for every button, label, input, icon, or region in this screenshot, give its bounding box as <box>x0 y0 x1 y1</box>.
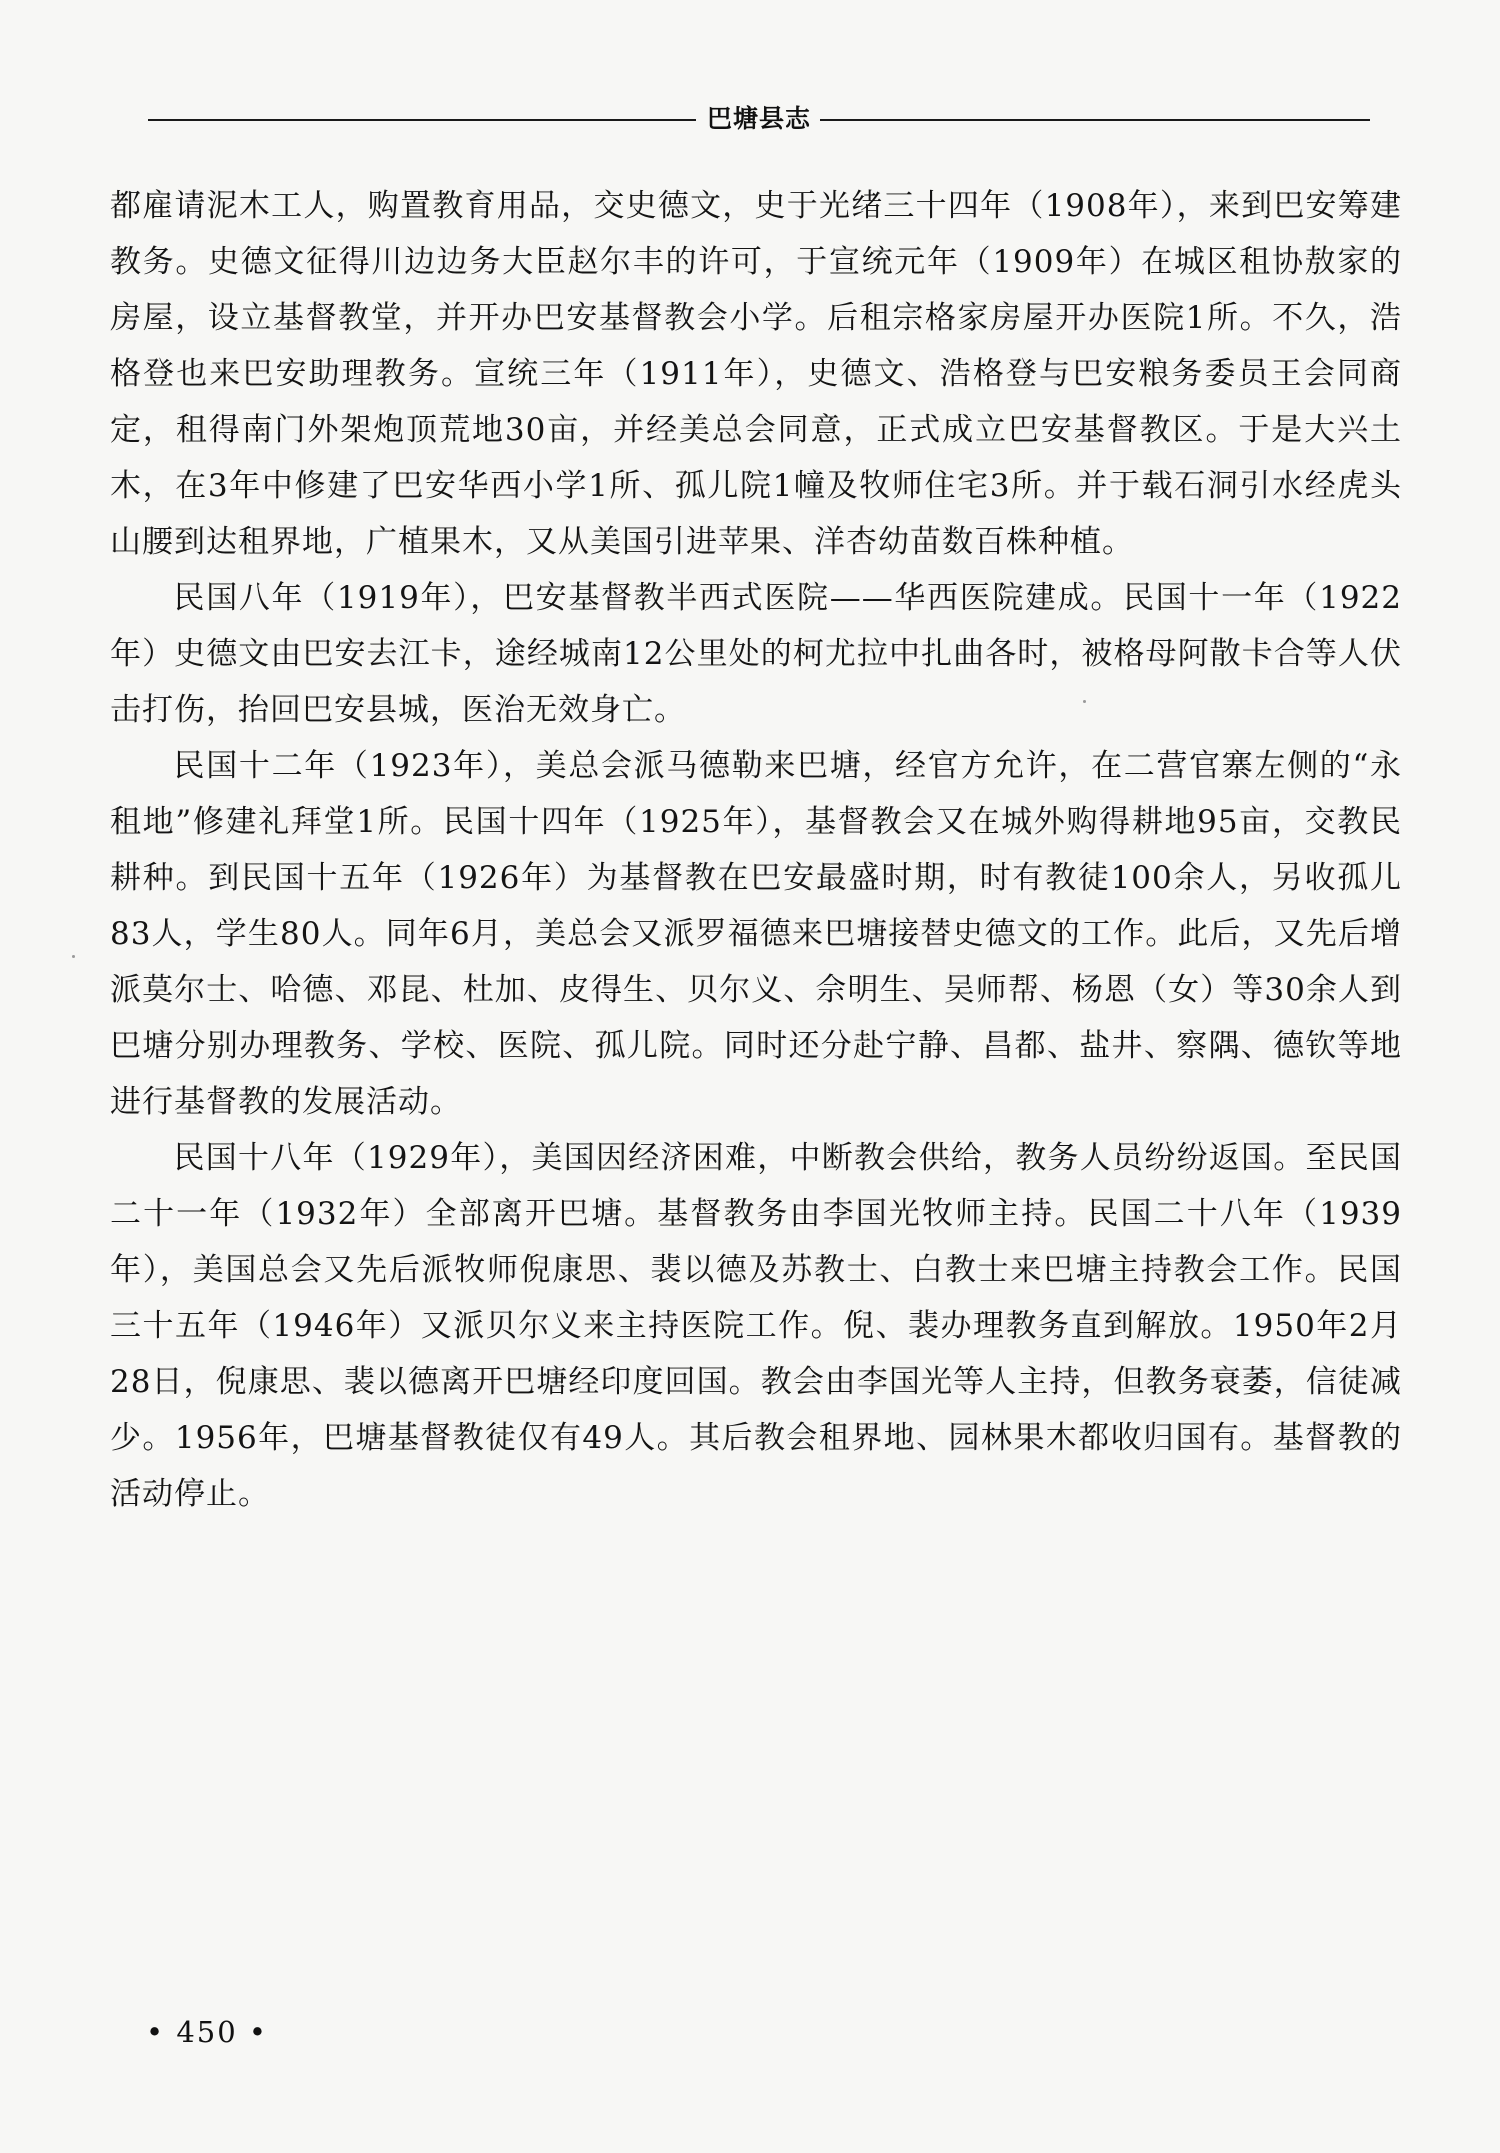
paragraph: 民国八年（1919年），巴安基督教半西式医院——华西医院建成。民国十一年（1922年）史德文由巴安去江卡，途经城南12公里处的柯尤拉中扎曲各时，被格母阿散卡合等人伏击打伤，抬回巴安县城，医治无效身亡。 <box>110 580 1402 728</box>
paragraph: 民国十八年（1929年），美国因经济困难，中断教会供给，教务人员纷纷返国。至民国二十一年（1932年）全部离开巴塘。基督教务由李国光牧师主持。民国二十八年（1939年），美国总会又先后派牧师倪康思、裴以德及苏教士、白教士来巴塘主持教会工作。民国三十五年（1946年）又派贝尔义来主持医院工作。倪、裴办理教务直到解放。1950年2月28日，倪康思、裴以德离开巴塘经印度回国。教会由李国光等人主持，但教务衰萎，信徒减少。1956年，巴塘基督教徒仅有49人。其后教会租界地、园林果木都收归国有。基督教的活动停止。 <box>110 1140 1402 1512</box>
header-rule-right <box>820 119 1370 121</box>
running-header <box>148 100 1370 140</box>
header-title: 巴塘县志 <box>706 104 811 133</box>
scan-speck <box>72 955 75 958</box>
page-number: • 450 • <box>146 2015 268 2049</box>
paragraph-continuation: 都雇请泥木工人，购置教育用品，交史德文，史于光绪三十四年（1908年），来到巴安筹建教务。史德文征得川边边务大臣赵尔丰的许可，于宣统元年（1909年）在城区租协敖家的房屋，设立基督教堂，并开办巴安基督教会小学。后租宗格家房屋开办医院1所。不久，浩格登也来巴安助理教务。宣统三年（1911年），史德文、浩格登与巴安粮务委员王会同商定，租得南门外架炮顶荒地30亩，并经美总会同意，正式成立巴安基督教区。于是大兴土木，在3年中修建了巴安华西小学1所、孤儿院1幢及牧师住宅3所。并于载石洞引水经虎头山腰到达租界地，广植果木，又从美国引进苹果、洋杏幼苗数百株种植。 <box>110 188 1402 560</box>
paragraph: 民国十二年（1923年），美总会派马德勒来巴塘，经官方允许，在二营官寨左侧的“永租地”修建礼拜堂1所。民国十四年（1925年），基督教会又在城外购得耕地95亩，交教民耕种。到民国十五年（1926年）为基督教在巴安最盛时期，时有教徒100余人，另收孤儿83人，学生80人。同年6月，美总会又派罗福德来巴塘接替史德文的工作。此后，又先后增派莫尔士、哈德、邓昆、杜加、皮得生、贝尔义、佘明生、吴师帮、杨恩（女）等30余人到巴塘分别办理教务、学校、医院、孤儿院。同时还分赴宁静、昌都、盐井、察隅、德钦等地进行基督教的发展活动。 <box>110 748 1402 1120</box>
scan-speck <box>1083 700 1086 703</box>
header-rule-left <box>148 119 696 121</box>
body-text <box>110 178 1402 1522</box>
